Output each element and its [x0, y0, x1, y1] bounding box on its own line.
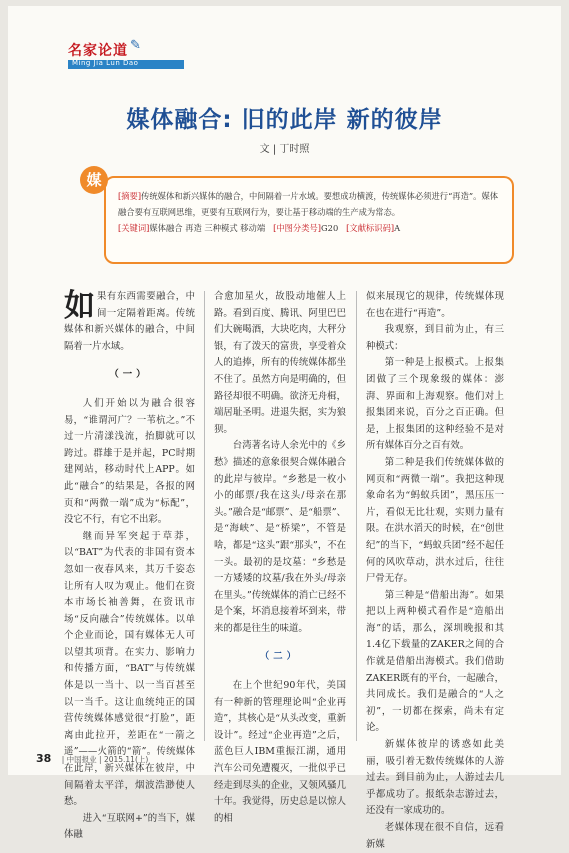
- paragraph: 继而异军突起于草莽，以“BAT”为代表的非国有资本忽如一夜春风来，其万千姿态让所有人叹为观止。他们在资本市场长袖善舞，在资讯市场“反向融合”传统媒体。以单个企业而论，国有媒体无人可以望其项背。在实力、影响力和传播方面，“BAT”与传统媒体是以一当十、以一当百甚至以一当千。这让血统纯正的国营传统媒体感觉很“打脸”，距离由此拉开，差距在“一箭之遥”——火箭的“箭”。传统媒体在此岸，新兴媒体在彼岸，中间隔着太平洋，烟波浩渺使人愁。: [64, 530, 195, 808]
- page-number: 38: [36, 752, 52, 765]
- section-heading-2: （二）: [259, 651, 301, 663]
- clc-tag: [中图分类号]: [273, 223, 322, 233]
- column-badge: [68, 40, 188, 76]
- summary-text: 传统媒体和新兴媒体的融合，中间隔着一片水域。要想成功横渡，传统媒体必须进行“再造”。媒体融合要有互联网思维，更要有互联网行为，要让基于移动端的生产成为常态。: [118, 191, 499, 217]
- text-column-2: [214, 289, 346, 827]
- text-column-3: [366, 289, 504, 853]
- column-pinyin: Ming Jia Lun Dao: [72, 59, 139, 67]
- pen-icon: ✎: [130, 38, 141, 53]
- column-title: 名家论道: [68, 43, 128, 59]
- magazine-page: [8, 6, 561, 850]
- paragraph: 第三种是“借船出海”。如果把以上两种模式看作是“造船出海”的话，那么，深圳晚报和其1.4亿下载量的ZAKER之间的合作就是借船出海模式。我们借助ZAKER既有的平台，一起融合，共同成长。我们是融合的“人之初”，一切都在探索，尚未有定论。: [366, 589, 504, 734]
- paragraph: 新媒体彼岸的诱惑如此美丽，吸引着无数传统媒体的人游过去。到目前为止，人游过去几乎都成功了。报纸杂志游过去，还没有一家成功的。: [366, 739, 504, 817]
- paragraph: 进入“互联网+”的当下，媒体融: [64, 812, 195, 841]
- keywords-tag: [关键词]: [118, 223, 150, 233]
- paragraph: 合愈加星火，故股动地催人上路。看到百度、腾讯、阿里巴巴们大碗喝酒，大块吃肉，大秤分银，有了泼天的富贵，享受着众人的追捧，所有的传统媒体都坐不住了。虽然方向是明确的，但路径却很不明确。欲济无舟楫，端居耻圣明。进退失据，实为狼狈。: [214, 291, 346, 435]
- doc-value: A: [394, 223, 401, 233]
- clc-value: G20: [321, 223, 339, 233]
- column-divider: [204, 291, 205, 741]
- issue-label: 2015.11(上): [103, 755, 149, 764]
- abstract-icon: 媒: [80, 166, 108, 194]
- paragraph: 台湾著名诗人余光中的《乡愁》描述的意象很契合媒体融合的此岸与彼岸。“乡愁是一枚小小的邮票/我在这头/母亲在那头。”融合是“邮票”、是“船票”、是“海峡”、是“桥梁”，不管是啥，都是“这头”跟“那头”，不在一头。最初的是坟墓：“乡愁是一方矮矮的坟墓/我在外头/母亲在里头。”传统媒体的消亡已经不是个案，坏消息接着坏到来，带来的都是往生的味道。: [214, 440, 346, 634]
- paragraph: 老媒体现在很不自信，远看新媒: [366, 822, 504, 850]
- footer-separator: |: [99, 755, 102, 764]
- paragraph: 似来展现它的规律，传统媒体现在也在进行“再造”。: [366, 291, 504, 319]
- paragraph: 第一种是上报模式。上报集团做了三个现象级的媒体：澎湃、界面和上海观察。他们对上报集团来说，百分之百正确。但是，上报集团的这种经验不是对所有媒体百分之百有效。: [366, 357, 504, 452]
- page-footer: [36, 752, 148, 765]
- paragraph: 人们开始以为融合很容易，“谁谓河广？一苇杭之。”不过一片清漾浅流，抬脚就可以跨过。群雄于是并起，PC时期建网站，移动时代上APP。如此“融合”的结果是，各报的网页和“两微一端”成为“标配”，没它不行，有它不出彩。: [64, 397, 195, 526]
- summary-tag: [摘要]: [118, 191, 142, 201]
- section-heading-1: （一）: [109, 369, 150, 381]
- keywords-text: 媒体融合 再造 三种模式 移动端: [149, 223, 266, 233]
- article-headline: 媒体融合: 旧的此岸 新的彼岸: [126, 107, 443, 133]
- article-byline: 文 | 丁时照: [259, 144, 310, 155]
- abstract-box: [104, 176, 514, 264]
- intro-paragraph: 如果有东西需要融合，中间一定隔着距离。传统媒体和新兴媒体的融合，中间隔着一片水域。: [64, 288, 195, 352]
- footer-separator: |: [61, 755, 65, 764]
- magazine-name: 中国报业: [66, 755, 97, 764]
- column-divider: [356, 291, 357, 741]
- paragraph: 在上个世纪90年代，美国有一种新的管理理论叫“企业再造”，其核心是“从头改变，重新设计”。经过“企业再造”之后，蓝色巨人IBM重振江湖，通用汽车公司免遭覆灭，一批似乎已经走到尽头的企业，又领风骚几十年。我觉得，历史总是以惊人的相: [214, 680, 346, 824]
- abstract-text: [118, 188, 502, 236]
- drop-cap: 如: [64, 288, 95, 324]
- paragraph: 我观察，到目前为止，有三种模式：: [366, 324, 504, 352]
- paragraph: 第二种是我们传统媒体做的网页和“两微一端”。我把这种现象命名为“蚂蚁兵团”，黑压压一片，看似无比壮观，实则力量有限。在洪水滔天的时候，在“创世纪”的当下，“蚂蚁兵团”经不起任何的风吹草动，洪水过后，往往尸骨无存。: [366, 456, 504, 585]
- doc-tag: [文献标识码]: [346, 223, 395, 233]
